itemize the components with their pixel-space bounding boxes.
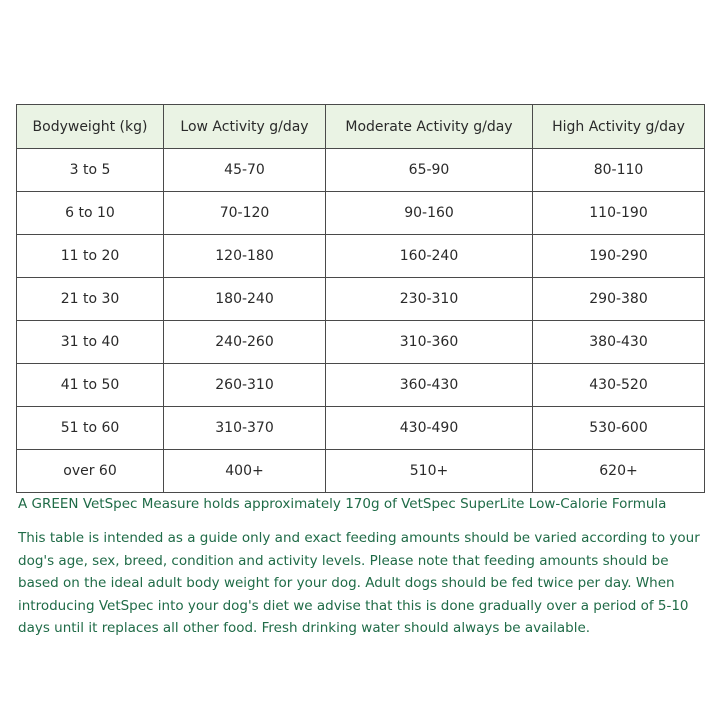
cell-low-activity: 310-370 xyxy=(164,407,326,450)
cell-bodyweight: 6 to 10 xyxy=(17,192,164,235)
cell-moderate-activity: 430-490 xyxy=(326,407,533,450)
cell-low-activity: 120-180 xyxy=(164,235,326,278)
feeding-guide-note: This table is intended as a guide only and exact feeding amounts should be varied according to your dog's age, sex, breed, condition and activity levels. Please note that feeding amounts should be based on the ideal adult body weight for your dog. Adult dogs should be fed twice per day. When introducing VetSpec into your dog's diet we advise that this is done gradually over a period of 5-10 days until it replaces all other food. Fresh drinking water should always be available. xyxy=(18,530,700,636)
cell-bodyweight: 31 to 40 xyxy=(17,321,164,364)
cell-bodyweight: 3 to 5 xyxy=(17,149,164,192)
cell-moderate-activity: 510+ xyxy=(326,450,533,493)
cell-bodyweight: 51 to 60 xyxy=(17,407,164,450)
cell-bodyweight: over 60 xyxy=(17,450,164,493)
cell-low-activity: 70-120 xyxy=(164,192,326,235)
cell-bodyweight: 41 to 50 xyxy=(17,364,164,407)
cell-bodyweight: 11 to 20 xyxy=(17,235,164,278)
cell-high-activity: 110-190 xyxy=(533,192,705,235)
header-moderate-activity: Moderate Activity g/day xyxy=(326,105,533,149)
cell-low-activity: 45-70 xyxy=(164,149,326,192)
table-row xyxy=(17,407,705,450)
table-row xyxy=(17,278,705,321)
cell-moderate-activity: 65-90 xyxy=(326,149,533,192)
cell-low-activity: 240-260 xyxy=(164,321,326,364)
cell-high-activity: 80-110 xyxy=(533,149,705,192)
table-row xyxy=(17,450,705,493)
table-row xyxy=(17,364,705,407)
cell-high-activity: 290-380 xyxy=(533,278,705,321)
cell-high-activity: 380-430 xyxy=(533,321,705,364)
cell-moderate-activity: 360-430 xyxy=(326,364,533,407)
cell-low-activity: 400+ xyxy=(164,450,326,493)
header-high-activity: High Activity g/day xyxy=(533,105,705,149)
feeding-table xyxy=(16,104,705,493)
table-row xyxy=(17,321,705,364)
cell-high-activity: 190-290 xyxy=(533,235,705,278)
table-row xyxy=(17,149,705,192)
cell-low-activity: 260-310 xyxy=(164,364,326,407)
header-low-activity: Low Activity g/day xyxy=(164,105,326,149)
table-row xyxy=(17,235,705,278)
table-header-row xyxy=(17,105,705,149)
table-row xyxy=(17,192,705,235)
cell-moderate-activity: 90-160 xyxy=(326,192,533,235)
cell-high-activity: 430-520 xyxy=(533,364,705,407)
header-bodyweight: Bodyweight (kg) xyxy=(17,105,164,149)
cell-high-activity: 530-600 xyxy=(533,407,705,450)
cell-moderate-activity: 160-240 xyxy=(326,235,533,278)
measure-note: A GREEN VetSpec Measure holds approximately 170g of VetSpec SuperLite Low-Calorie Formula xyxy=(18,496,667,512)
cell-moderate-activity: 230-310 xyxy=(326,278,533,321)
cell-high-activity: 620+ xyxy=(533,450,705,493)
cell-low-activity: 180-240 xyxy=(164,278,326,321)
cell-moderate-activity: 310-360 xyxy=(326,321,533,364)
cell-bodyweight: 21 to 30 xyxy=(17,278,164,321)
